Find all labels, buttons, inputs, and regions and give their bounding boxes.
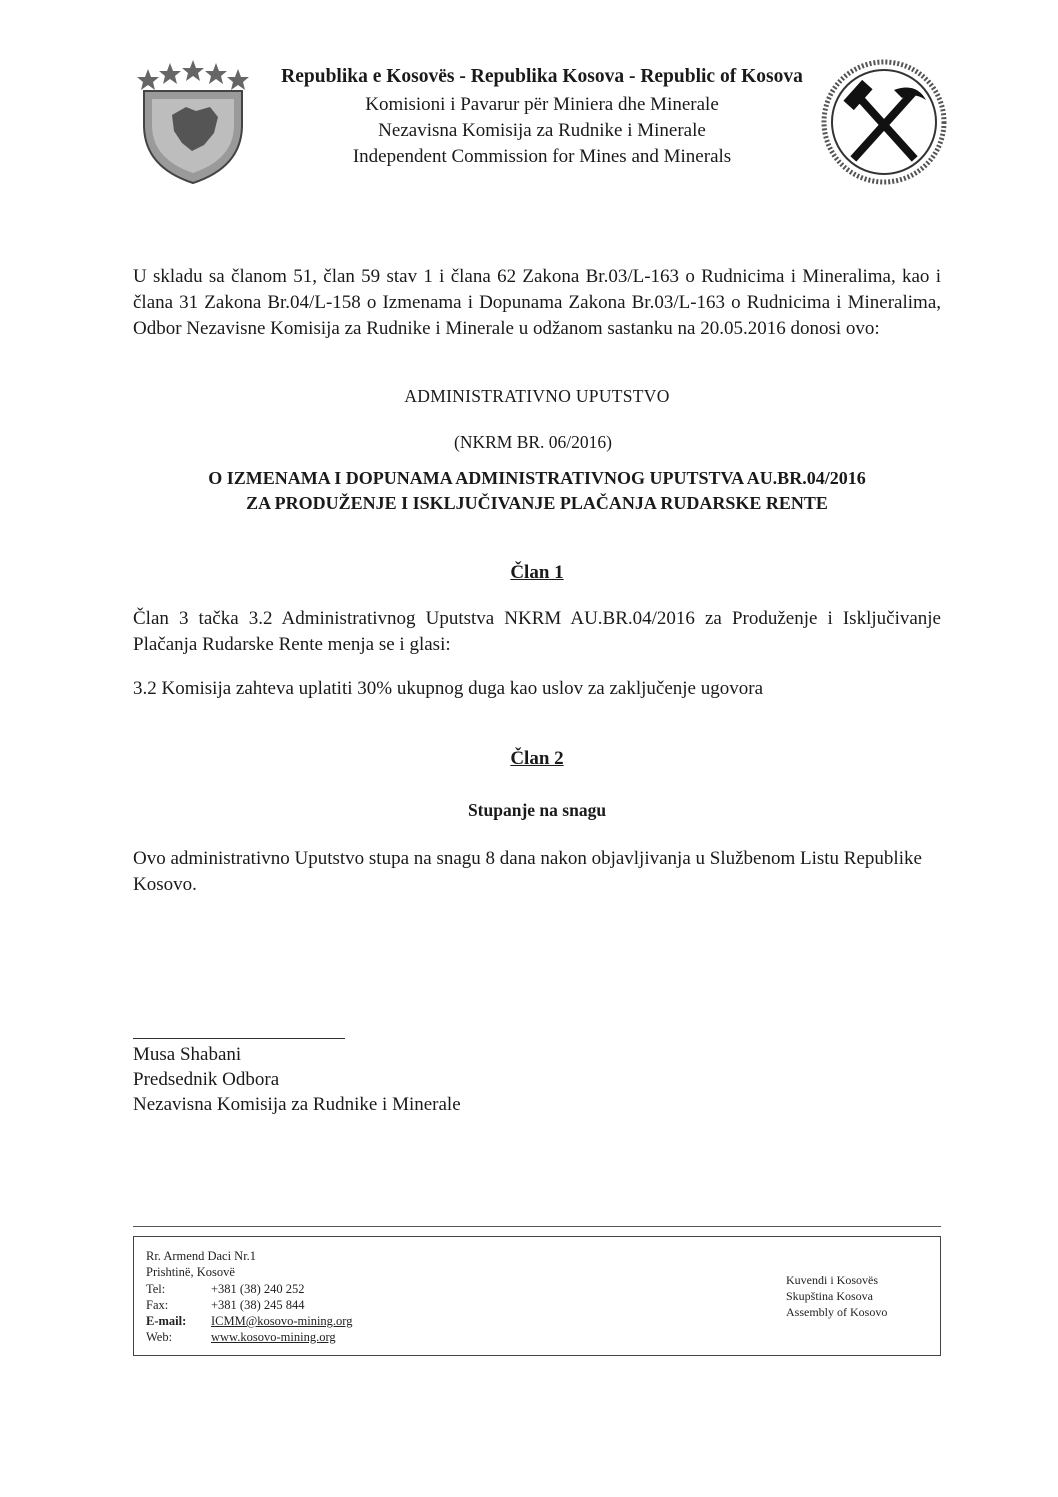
article1-heading: Član 1 [510,562,564,583]
kosovo-coat-of-arms-icon [134,55,252,185]
document-title: ADMINISTRATIVNO UPUTSTVO [404,386,670,406]
signatory-name: Musa Shabani [133,1044,242,1065]
footer-fax-label: Fax: [146,1298,169,1312]
document-subject [133,466,941,516]
footer-assembly-serbian: Skupština Kosova [786,1289,873,1303]
intro-paragraph: U skladu sa članom 51, član 59 stav 1 i člana 62 Zakona Br.03/L-163 o Rudnicima i Mineralima, kao i člana 31 Zakona Br.04/L-158 o Izmenama i Dopunama Zakona Br.03/L-163 o Rudnicima i Mineralima, Odbor Nezavisne Komisija za Rudnike i Minerale u odžanom sastanku na 20.05.2016 donosi ovo: [133,266,941,339]
header-commission-serbian: Nezavisna Komisija za Rudnike i Minerale [378,120,706,141]
footer-fax-value: +381 (38) 245 844 [211,1298,305,1312]
header-commission-albanian: Komisioni i Pavarur për Miniera dhe Minerale [365,94,719,115]
document-subject-line1: O IZMENAMA I DOPUNAMA ADMINISTRATIVNOG UPUTSTVA AU.BR.04/2016 [208,468,866,488]
article1-point: 3.2 Komisija zahteva uplatiti 30% ukupnog duga kao uslov za zaključenje ugovora [133,678,763,699]
article2-heading: Član 2 [510,748,564,769]
footer-tel-value: +381 (38) 240 252 [211,1282,305,1296]
footer-city: Prishtinë, Kosovë [146,1265,235,1279]
document-subject-line2: ZA PRODUŽENJE I ISKLJUČIVANJE PLAČANJA RUDARSKE RENTE [246,493,828,513]
footer-assembly-english: Assembly of Kosovo [786,1305,888,1319]
signature-line [133,1038,345,1039]
footer-assembly-albanian: Kuvendi i Kosovës [786,1273,878,1287]
footer-tel-label: Tel: [146,1282,166,1296]
footer-web-link[interactable]: www.kosovo-mining.org [211,1330,336,1344]
hammer-pick-seal-icon [820,58,948,186]
header-republic-line: Republika e Kosovës - Republika Kosova - Republic of Kosova [281,66,803,87]
article2-body: Ovo administrativno Uputstvo stupa na snagu 8 dana nakon objavljivanja u Službenom Listu Republike Kosovo. [133,848,922,895]
footer-street: Rr. Armend Daci Nr.1 [146,1249,257,1263]
header-commission-english: Independent Commission for Mines and Minerals [352,146,732,167]
footer-web-label: Web: [146,1330,173,1344]
signatory-title: Predsednik Odbora [133,1069,280,1090]
document-number: (NKRM BR. 06/2016) [454,432,612,452]
article1-body: Član 3 tačka 3.2 Administrativnog Uputstva NKRM AU.BR.04/2016 za Produženje i Isključivanje Plačanja Rudarske Rente menja se i glasi: [133,608,941,655]
footer-email-label: E-mail: [146,1314,187,1328]
footer-divider [133,1226,941,1227]
footer-email-link[interactable]: ICMM@kosovo-mining.org [211,1314,353,1328]
article2-subheading: Stupanje na snagu [467,800,607,820]
signatory-organization: Nezavisna Komisija za Rudnike i Minerale [133,1094,461,1115]
